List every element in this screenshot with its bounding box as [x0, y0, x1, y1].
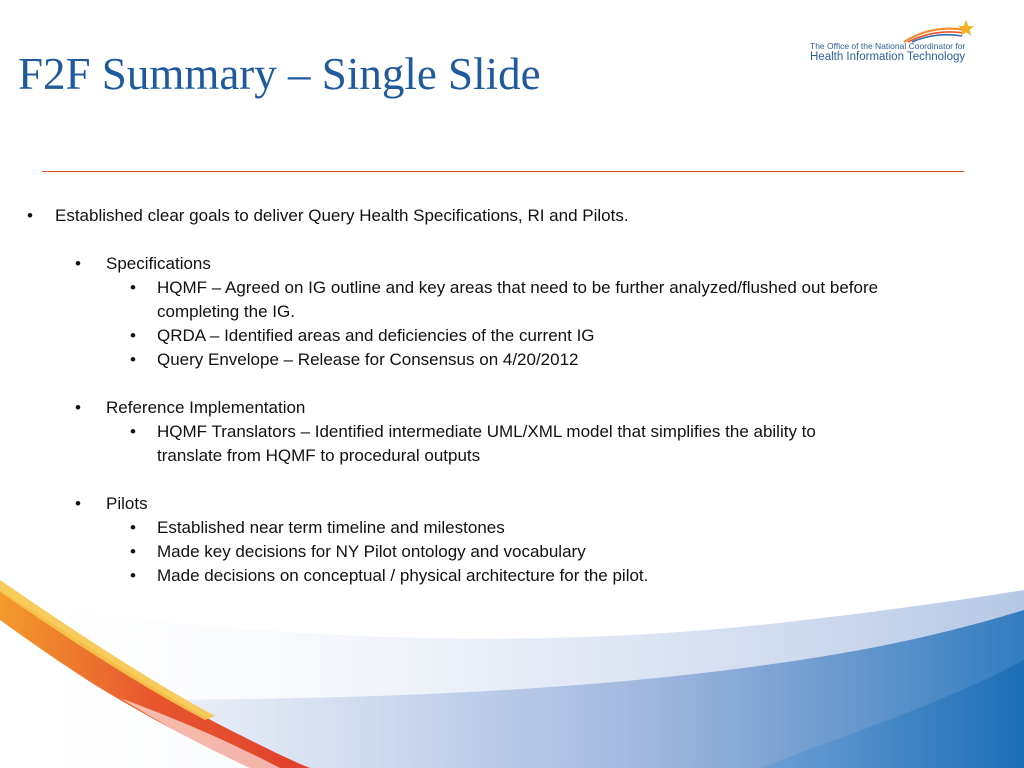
list-item: HQMF – Agreed on IG outline and key areas that need to be further analyzed/flushed out before	[157, 278, 879, 297]
list-item: QRDA – Identified areas and deficiencies of the current IG	[157, 326, 595, 345]
list-item: Established near term timeline and milestones	[157, 518, 505, 537]
page-title: F2F Summary – Single Slide	[18, 49, 541, 99]
list-item-continuation: completing the IG.	[157, 302, 295, 321]
section-heading-pilots: Pilots	[106, 494, 148, 513]
bullet-marker: •	[27, 206, 33, 225]
bullet-marker: •	[130, 542, 136, 561]
bullet-marker: •	[130, 518, 136, 537]
bullet-marker: •	[130, 566, 136, 585]
bullet-marker: •	[130, 422, 136, 441]
logo-text-line1: The Office of the National Coordinator for	[810, 41, 966, 51]
bullet-marker: •	[130, 350, 136, 369]
bullet-marker: •	[75, 494, 81, 513]
bullet-marker: •	[75, 254, 81, 273]
section-heading-specifications: Specifications	[106, 254, 211, 273]
list-item: HQMF Translators – Identified intermediate UML/XML model that simplifies the ability to	[157, 422, 816, 441]
logo-text-line2: Health Information Technology	[810, 51, 966, 63]
main-bullet: Established clear goals to deliver Query Health Specifications, RI and Pilots.	[55, 206, 629, 225]
list-item: Query Envelope – Release for Consensus on 4/20/2012	[157, 350, 579, 369]
bullet-marker: •	[75, 398, 81, 417]
list-item: Made key decisions for NY Pilot ontology and vocabulary	[157, 542, 586, 561]
bullet-marker: •	[130, 278, 136, 297]
bullet-marker: •	[130, 326, 136, 345]
section-heading-reference-implementation: Reference Implementation	[106, 398, 306, 417]
list-item: Made decisions on conceptual / physical architecture for the pilot.	[157, 566, 649, 585]
list-item-continuation: translate from HQMF to procedural outputs	[157, 446, 481, 465]
